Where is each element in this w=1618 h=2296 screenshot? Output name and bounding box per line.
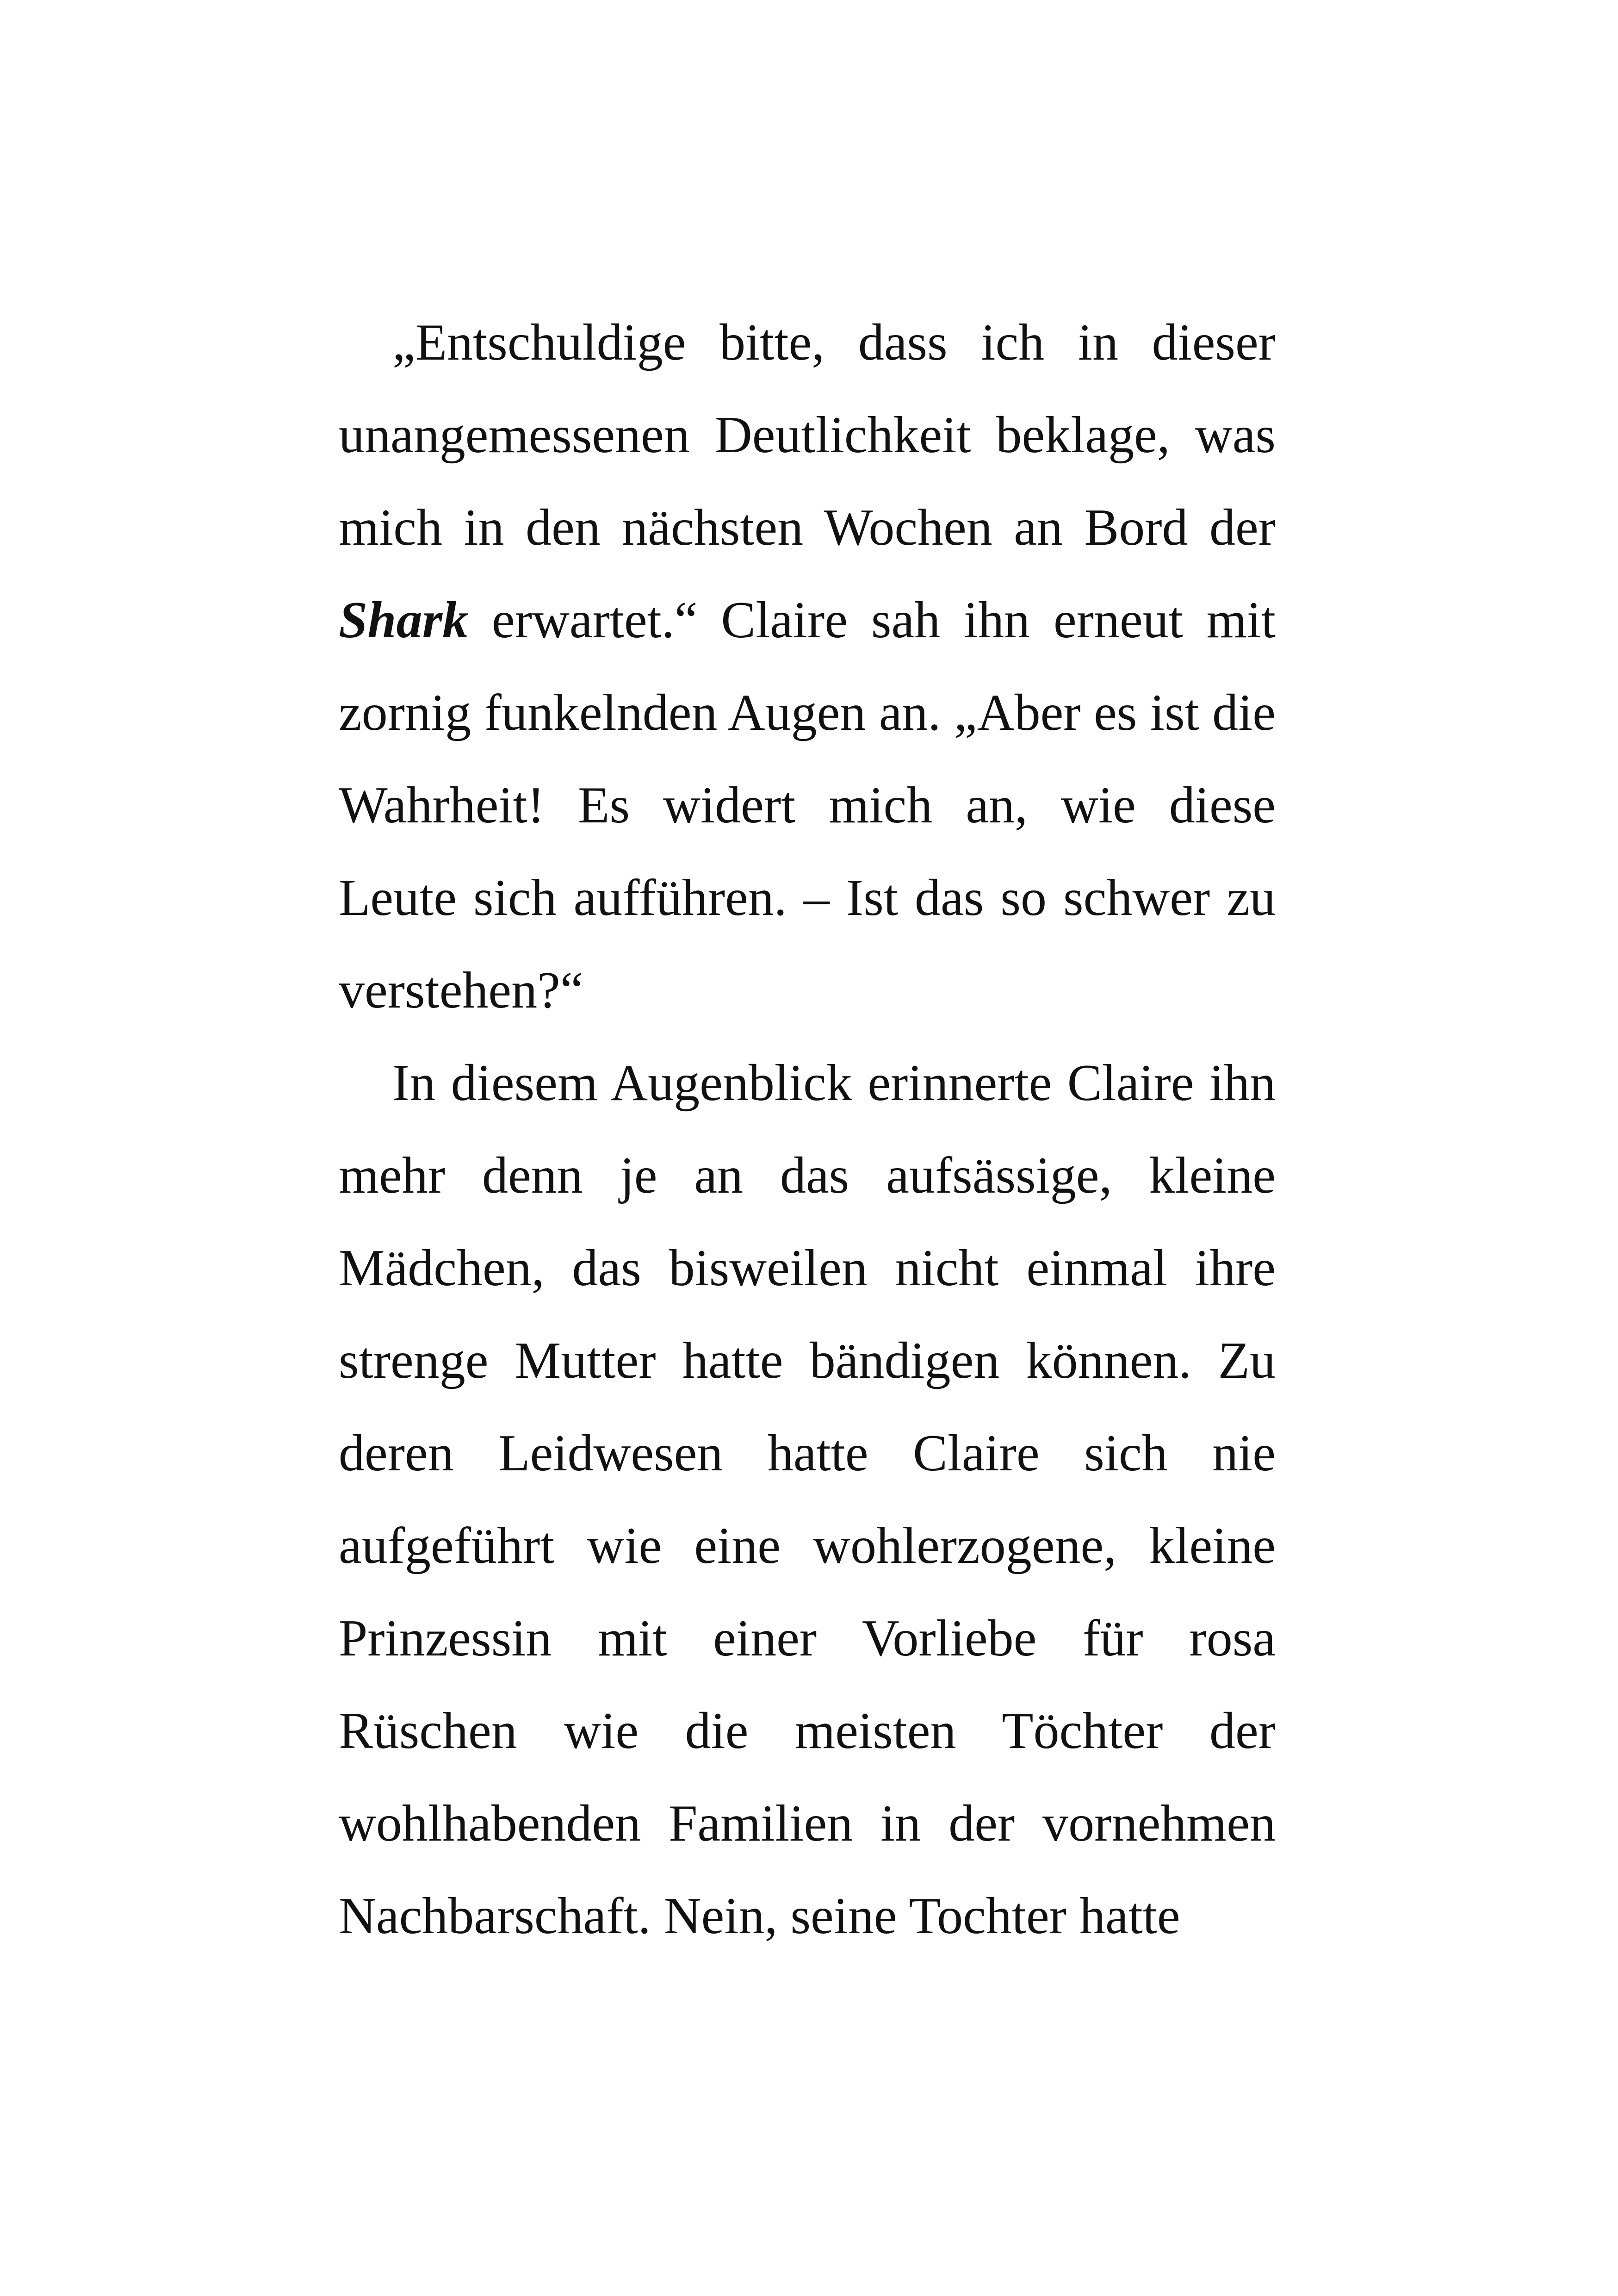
paragraph-2 <box>339 1037 1276 1962</box>
paragraph-1-text-before: „Entschuldige bitte, dass ich in dieser unangemessenen Deutlichkeit beklage, was mich in den nächsten Wochen an Bord der <box>339 314 1276 556</box>
ship-name-emphasis: Shark <box>339 591 469 649</box>
paragraph-1-text-after: erwartet.“ Claire sah ihn erneut mit zornig funkelnden Augen an. „Aber es ist die Wahrheit! Es widert mich an, wie diese Leute sich aufführen. – Ist das so schwer zu verstehen?“ <box>339 591 1276 1019</box>
paragraph-2-text: In diesem Augenblick erinnerte Claire ihn mehr denn je an das aufsässige, kleine Mädchen, das bisweilen nicht einmal ihre strenge Mutter hatte bändigen können. Zu deren Leidwesen hatte Claire sich nie aufgeführt wie eine wohlerzogene, kleine Prinzessin mit einer Vorliebe für rosa Rüschen wie die meisten Töchter der wohlhabenden Familien in der vornehmen Nachbarschaft. Nein, seine Tochter hatte <box>339 1054 1276 1945</box>
paragraph-1 <box>339 296 1276 1037</box>
body-text <box>339 296 1276 1962</box>
